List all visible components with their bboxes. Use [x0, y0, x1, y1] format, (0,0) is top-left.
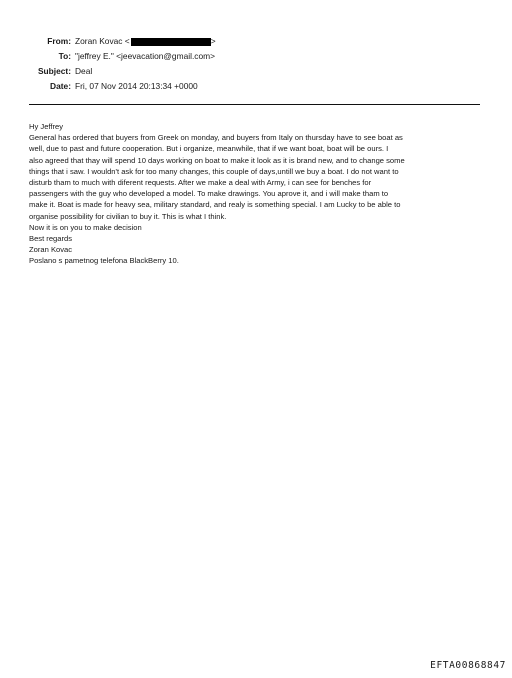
body-line: organise possibility for civilian to buy it. This is what I think. [29, 211, 227, 221]
date-row [0, 79, 512, 94]
body-line: also agreed that thay will spend 10 days working on boat to make it look as it is brand new, and to change some [29, 155, 405, 165]
body-line: well, due to past and future cooperation. But i organize, meanwhile, that if we want boat, boat will be ours. I [29, 144, 389, 154]
redaction-bar [131, 38, 211, 46]
body-line: Zoran Kovac [29, 245, 73, 255]
body-line: Now it is on you to make decision [29, 222, 142, 232]
body-line: Poslano s pametnog telefona BlackBerry 10. [29, 256, 179, 266]
body-line: make it. Boat is made for heavy sea, military standard, and realy is something special. I am Lucky to be able to [29, 200, 401, 210]
body-line: passengers with the guy who developed a model. To make drawings. You aprove it, and i will make tham to [29, 189, 389, 199]
subject-value: Deal [75, 66, 93, 76]
from-name: Zoran Kovac < [75, 36, 130, 46]
body-line: things that i saw. I wouldn't ask for too many changes, this couple of days,untill we buy a boat. I do not want to [29, 166, 399, 176]
body-line: General has ordered that buyers from Greek on monday, and buyers from Italy on thursday have to see boat as [29, 133, 403, 143]
date-label: Date: [50, 81, 71, 91]
subject-row [0, 64, 512, 79]
body-line: Hy Jeffrey [29, 122, 64, 131]
header-divider [29, 104, 480, 105]
body-line: disturb tham to much with diferent requests. After we make a deal with Army, i can see for benches for [29, 178, 372, 188]
from-row [0, 34, 512, 49]
bates-number: EFTA00868847 [430, 660, 506, 671]
from-label: From: [47, 36, 71, 46]
date-value: Fri, 07 Nov 2014 20:13:34 +0000 [75, 81, 198, 91]
email-body [29, 121, 489, 267]
email-header [0, 34, 512, 94]
to-row [0, 49, 512, 64]
body-line: Best regards [29, 234, 73, 244]
to-value: "jeffrey E." <jeevacation@gmail.com> [75, 51, 215, 61]
subject-label: Subject: [37, 66, 71, 76]
from-close-bracket: > [210, 36, 216, 46]
to-label: To: [58, 51, 71, 61]
